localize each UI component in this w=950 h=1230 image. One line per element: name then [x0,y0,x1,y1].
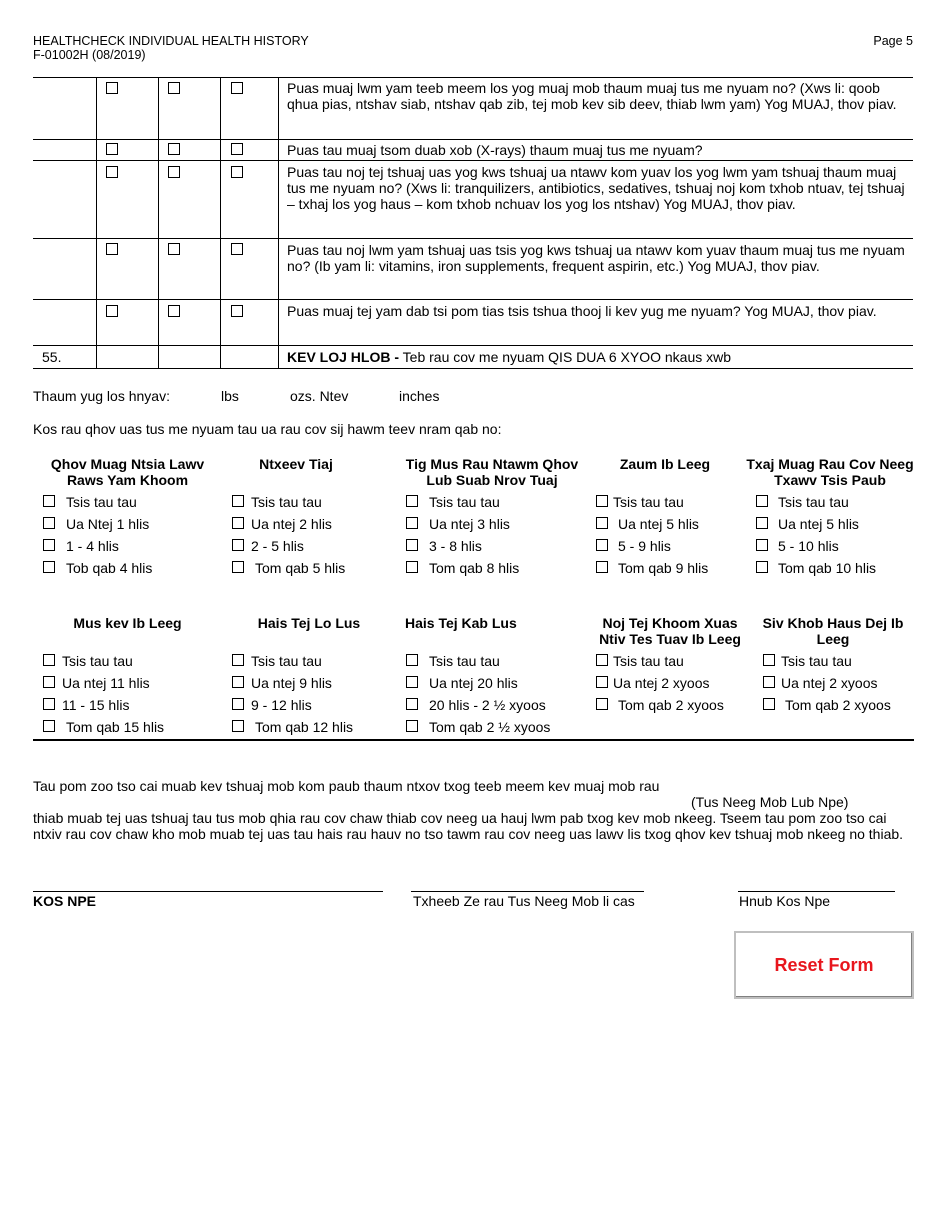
milestone-option[interactable]: Tob qab 4 hlis [43,560,152,576]
checkbox[interactable] [596,561,608,573]
section-label: KEV LOJ HLOB - [287,349,400,365]
checkbox[interactable] [168,82,180,94]
milestone-option[interactable]: Tsis tau tau [596,494,684,510]
milestone-title: Noj Tej Khoom Xuas Ntiv Tes Tuav Ib Leeg [599,615,741,647]
consent-line-2: thiab muab tej uas tshuaj tau tus mob qhia rau cov chaw thiab cov neeg ua hauj lwm pab txog kev mob nkeeg. Tseem tau pom zoo tso cai [33,810,887,826]
milestone-option[interactable]: Tom qab 2 xyoos [763,697,891,713]
milestone-option[interactable]: Tom qab 2 ½ xyoos [406,719,550,735]
milestone-option[interactable]: 20 hlis - 2 ½ xyoos [406,697,546,713]
checkbox[interactable] [232,495,244,507]
checkbox[interactable] [231,143,243,155]
milestone-option[interactable]: Ua ntej 11 hlis [43,675,150,691]
inches-label: inches [399,388,440,404]
question-number: 55. [42,349,62,365]
milestone-title: Ntxeev Tiaj [259,456,333,472]
checkbox[interactable] [756,495,768,507]
relation-label: Txheeb Ze rau Tus Neeg Mob li cas [413,893,635,909]
milestone-option[interactable]: Tom qab 15 hlis [43,719,164,735]
checkbox[interactable] [763,698,775,710]
consent-line-3: ntxiv rau cov chaw kho mob muab tej uas tau hais rau hauv no tso tawm rau cov neeg uas lawv lis txog qhov kev tshuaj mob nkeeg no thiab. [33,826,904,842]
milestone-title: Zaum Ib Leeg [619,456,711,472]
checkbox[interactable] [406,698,418,710]
checkbox[interactable] [231,243,243,255]
reset-form-button[interactable]: Reset Form [734,931,914,999]
milestone-option[interactable]: Ua ntej 9 hlis [232,675,332,691]
consent-line-1: Tau pom zoo tso cai muab kev tshuaj mob kom paub thaum ntxov txog teeb meem kev muaj mob rau [33,778,660,794]
checkbox[interactable] [168,243,180,255]
checkbox[interactable] [43,676,55,688]
checkbox[interactable] [232,539,244,551]
question-text: Puas muaj lwm yam teeb meem los yog muaj mob thaum muaj tus me nyuam no? (Xws li: qoob qhua pias, ntshav siab, ntshav qab zib, tej mob kev sib deev, thiab lwm yam) Yog MUAJ, thov piav. [287,80,897,112]
milestone-option[interactable]: Tsis tau tau [406,653,500,669]
milestone-option[interactable]: Ua ntej 3 hlis [406,516,510,532]
milestone-option[interactable]: 9 - 12 hlis [232,697,312,713]
checkbox[interactable] [596,517,608,529]
milestone-option[interactable]: 5 - 9 hlis [596,538,671,554]
milestone-option[interactable]: Ua ntej 2 hlis [232,516,332,532]
milestone-option[interactable]: Tom qab 5 hlis [232,560,345,576]
checkbox[interactable] [43,654,55,666]
checkbox[interactable] [596,654,608,666]
checkbox[interactable] [43,495,55,507]
checkbox[interactable] [231,82,243,94]
checkbox[interactable] [232,676,244,688]
checkbox[interactable] [232,561,244,573]
checkbox[interactable] [106,82,118,94]
milestone-option[interactable]: Ua ntej 2 xyoos [596,675,710,691]
page-number: Page 5 [873,34,913,48]
milestone-option[interactable]: Tsis tau tau [43,653,133,669]
checkbox[interactable] [232,720,244,732]
milestones-intro: Kos rau qhov uas tus me nyuam tau ua rau cov sij hawm teev nram qab no: [33,421,502,437]
checkbox[interactable] [596,698,608,710]
ozs-length-label: ozs. Ntev [290,388,349,404]
checkbox[interactable] [168,166,180,178]
checkbox[interactable] [763,676,775,688]
milestone-title: Hais Tej Lo Lus [257,615,361,631]
milestone-option[interactable]: Tsis tau tau [232,494,322,510]
birth-weight-label: Thaum yug los hnyav: [33,388,170,404]
checkbox[interactable] [406,539,418,551]
date-line[interactable] [738,891,895,892]
milestone-option[interactable]: Tsis tau tau [43,494,137,510]
checkbox[interactable] [756,517,768,529]
checkbox[interactable] [232,654,244,666]
checkbox[interactable] [43,517,55,529]
question-text [287,349,907,365]
milestone-title: Hais Tej Kab Lus [405,615,517,631]
checkbox[interactable] [406,654,418,666]
question-text: Puas tau noj tej tshuaj uas yog kws tshuaj ua ntawv kom yuav los yog lwm yam tshuaj thaum muaj tus me nyuam no? (Xws li: tranquilizers, antibiotics, sedatives, tshuaj noj kom txhob ntuav, tej tshuaj – txhaj los yog haus – kom txhob nchuav los yog los ntshav) Yog MUAJ, thov piav. [287,164,905,212]
milestone-option[interactable]: Tsis tau tau [756,494,849,510]
milestone-option[interactable]: Tsis tau tau [406,494,500,510]
milestone-option[interactable]: Tom qab 12 hlis [232,719,353,735]
checkbox[interactable] [406,720,418,732]
milestone-option[interactable]: Ua ntej 5 hlis [596,516,699,532]
milestone-option[interactable]: Tom qab 10 hlis [756,560,876,576]
milestone-option[interactable]: 11 - 15 hlis [43,697,129,713]
checkbox[interactable] [43,720,55,732]
question-text: Puas tau noj lwm yam tshuaj uas tsis yog kws tshuaj ua ntawv kom yuav thaum muaj tus me nyuam no? (Ib yam li: vitamins, iron supplements, frequent aspirin, etc.) Yog MUAJ, thov piav. [287,242,905,274]
checkbox[interactable] [232,517,244,529]
checkbox[interactable] [596,676,608,688]
date-label: Hnub Kos Npe [739,893,831,909]
checkbox[interactable] [106,243,118,255]
checkbox[interactable] [756,539,768,551]
checkbox[interactable] [763,654,775,666]
checkbox[interactable] [406,676,418,688]
checkbox[interactable] [406,561,418,573]
checkbox[interactable] [756,561,768,573]
checkbox[interactable] [168,143,180,155]
milestone-option[interactable]: Tsis tau tau [232,653,322,669]
milestone-title: Txaj Muag Rau Cov Neeg Txawv Tsis Paub [746,456,914,488]
milestone-option[interactable]: Ua Ntej 1 hlis [43,516,149,532]
patient-name-hint: (Tus Neeg Mob Lub Npe) [691,794,849,810]
checkbox[interactable] [231,305,243,317]
milestone-option[interactable]: Tsis tau tau [596,653,684,669]
milestone-option[interactable]: Tom qab 9 hlis [596,560,708,576]
checkbox[interactable] [106,143,118,155]
milestone-option[interactable]: Tsis tau tau [763,653,852,669]
milestone-option[interactable]: 3 - 8 hlis [406,538,482,554]
milestone-title: Qhov Muag Ntsia Lawv Raws Yam Khoom [50,456,205,488]
milestone-option[interactable]: Tom qab 2 xyoos [596,697,724,713]
checkbox[interactable] [406,495,418,507]
milestone-option[interactable]: 5 - 10 hlis [756,538,839,554]
milestone-title: Mus kev Ib Leeg [73,615,182,631]
milestone-option[interactable]: Ua ntej 20 hlis [406,675,518,691]
milestone-title: Siv Khob Haus Dej Ib Leeg [762,615,904,647]
milestone-option[interactable]: Tom qab 8 hlis [406,560,519,576]
checkbox[interactable] [168,305,180,317]
milestone-option[interactable]: Ua ntej 2 xyoos [763,675,878,691]
checkbox[interactable] [231,166,243,178]
checkbox[interactable] [43,698,55,710]
milestone-option[interactable]: 2 - 5 hlis [232,538,304,554]
checkbox[interactable] [43,561,55,573]
signature-label: KOS NPE [33,893,97,909]
milestone-option[interactable]: 1 - 4 hlis [43,538,119,554]
form-number: F-01002H (08/2019) [33,48,146,62]
section-text: Teb rau cov me nyuam QIS DUA 6 XYOO nkaus xwb [399,349,732,365]
section-divider [33,739,914,741]
checkbox[interactable] [106,305,118,317]
form-title: HEALTHCHECK INDIVIDUAL HEALTH HISTORY [33,34,309,48]
checkbox[interactable] [106,166,118,178]
signature-line[interactable] [33,891,383,892]
checkbox[interactable] [406,517,418,529]
checkbox[interactable] [596,495,608,507]
milestone-option[interactable]: Ua ntej 5 hlis [756,516,859,532]
lbs-label: lbs [221,388,239,404]
milestone-title: Tig Mus Rau Ntawm Qhov Lub Suab Nrov Tuaj [405,456,579,488]
checkbox[interactable] [596,539,608,551]
question-text: Puas tau muaj tsom duab xob (X-rays) thaum muaj tus me nyuam? [287,142,703,158]
checkbox[interactable] [43,539,55,551]
checkbox[interactable] [232,698,244,710]
question-text: Puas muaj tej yam dab tsi pom tias tsis tshua thooj li kev yug me nyuam? Yog MUAJ, thov piav. [287,303,877,319]
relation-line[interactable] [411,891,644,892]
